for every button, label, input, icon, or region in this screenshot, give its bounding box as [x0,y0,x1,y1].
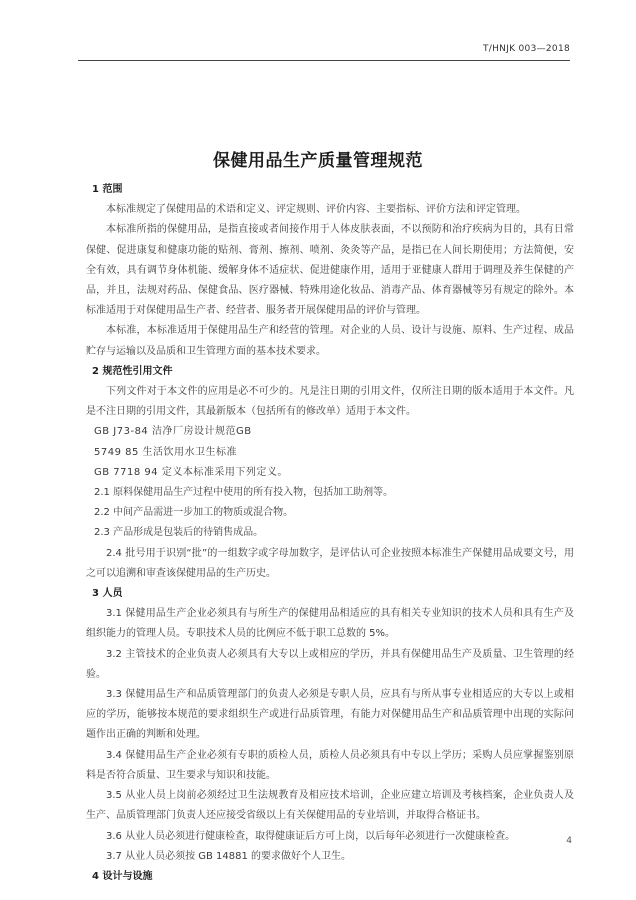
document-body [86,180,574,887]
reference-item: 5749 85 生活饮用水卫生标准 [94,446,238,458]
scope-paragraph-2: 本标准所指的保健用品，是指直接或者间接作用于人体皮肤表面，不以预防和治疗疾病为目的，具有日常保健、促进康复和健康功能的贴剂、膏剂、擦剂、喷剂、灸灸等产品，是指已在人间长期使用；方法简便，安全有效，具有调节身体机能、缓解身体不适症状、促进健康作用，适用于亚健康人群用于调理及养生保健的产品，并且，法规对药品、保健食品、医疗器械、特殊用途化妆品、消毒产品、体育器械等另有规定的除外。本标准适用于对保健用品生产者、经营者、服务者开展保健用品的评价与管理。 [86,224,574,317]
document-title: 保健用品生产质量管理规范 [213,151,423,171]
standard-code: T/HNJK 003—2018 [482,44,570,54]
definition-2-3: 2.3 产品形成是包装后的待销售成品。 [94,527,264,539]
scope-paragraph-1: 本标准规定了保健用品的术语和定义、评定规则、评价内容、主要指标、评价方法和评定管理。 [106,204,526,216]
clause-3-5: 3.5 从业人员上岗前必须经过卫生法规教育及相应技术培训，企业应建立培训及考核档案，企业负责人及生产、品质管理部门负责人还应接受省级以上有关保健用品的专业培训，并取得合格证书。 [86,790,574,822]
section-heading-personnel: 3 人员 [92,588,123,600]
scope-paragraph-3: 本标准，本标准适用于保健用品生产和经营的管理。对企业的人员、设计与设施、原料、生产过程、成品贮存与运输以及品质和卫生管理方面的基本技术要求。 [86,325,574,357]
definition-2-1: 2.1 原料保健用品生产过程中使用的所有投入物，包括加工助剂等。 [94,487,394,499]
clause-3-4: 3.4 保健用品生产企业必须有专职的质检人员，质检人员必须具有中专以上学历；采购人员应掌握鉴别原料是否符合质量、卫生要求与知识和技能。 [86,749,574,781]
clause-3-1: 3.1 保健用品生产企业必须具有与所生产的保健用品相适应的具有相关专业知识的技术人员和具有生产及组织能力的管理人员。专职技术人员的比例应不低于职工总数的 5%。 [86,608,574,640]
clause-3-6: 3.6 从业人员必须进行健康检查，取得健康证后方可上岗，以后每年必须进行一次健康检查。 [106,830,516,842]
section-heading-design: 4 设计与设施 [92,870,153,882]
references-paragraph: 下列文件对于本文件的应用是必不可少的。凡是注日期的引用文件，仅所注日期的版本适用于本文件。凡是不注日期的引用文件，其最新版本（包括所有的修改单）适用于本文件。 [86,386,574,418]
section-heading-scope: 1 范围 [92,184,123,195]
clause-3-2: 3.2 主管技术的企业负责人必须具有大专以上或相应的学历，并具有保健用品生产及质量、卫生管理的经验。 [86,648,574,680]
reference-item: GB 7718 94 定义本标准采用下列定义。 [94,466,288,478]
section-heading-references: 2 规范性引用文件 [92,365,173,377]
clause-3-3: 3.3 保健用品生产和品质管理部门的负责人必须是专职人员，应具有与所从事专业相适应的大专以上或相应的学历，能够按本规范的要求组织生产或进行品质管理，有能力对保健用品生产和品质管理中出现的实际问题作出正确的判断和处理。 [86,689,574,741]
definition-2-4: 2.4 批号用于识别“批”的一组数字或字母加数字，是评估认可企业按照本标准生产保健用品成要文号，用之可以追溯和审查该保健用品的生产历史。 [86,547,574,579]
reference-item: GB J73-84 洁净厂房设计规范GB [94,426,252,438]
definition-2-2: 2.2 中间产品需进一步加工的物质或混合物。 [94,507,294,519]
page-number: 4 [566,836,572,846]
header-rule [78,60,570,61]
clause-3-7: 3.7 从业人员必须按 GB 14881 的要求做好个人卫生。 [106,850,352,862]
